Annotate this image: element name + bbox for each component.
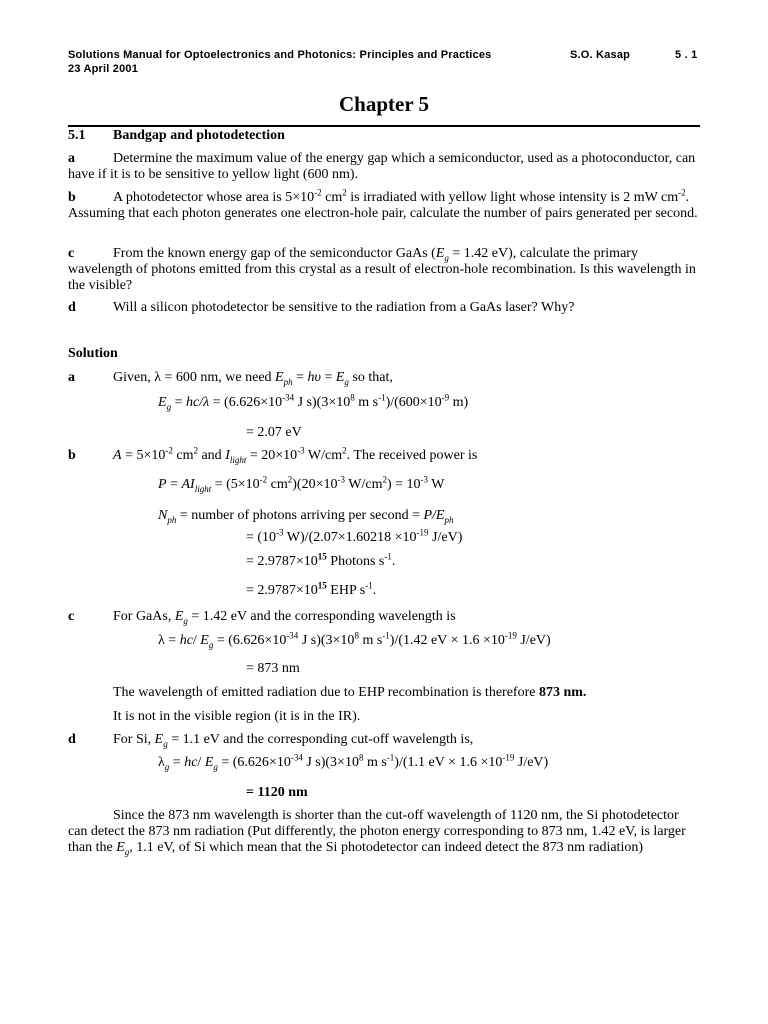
question-text: cm (321, 190, 343, 205)
exponent: -3 (420, 474, 429, 485)
running-header-title: Solutions Manual for Optoelectronics and Photonics: Principles and Practices (68, 49, 492, 61)
exponent: -19 (416, 527, 429, 538)
emphasis: 873 nm. (538, 685, 587, 700)
solution-c-line4 (113, 685, 586, 701)
variable: E (335, 370, 345, 385)
variable: A (113, 448, 122, 463)
subscript: ph (283, 376, 293, 387)
text: cm (172, 448, 194, 463)
solution-c-line2 (158, 630, 551, 650)
subscript: ph (444, 514, 454, 525)
subscript: ph (167, 514, 177, 525)
text: / (192, 633, 201, 648)
text: m s (354, 395, 379, 410)
subscript: g (213, 761, 218, 772)
exponent: -1 (382, 630, 390, 641)
exponent: -2 (678, 187, 686, 198)
solution-c-line5: It is not in the visible region (it is in the IR). (113, 709, 361, 724)
text: J/eV) (516, 633, 551, 648)
text: m) (449, 395, 469, 410)
exponent: -34 (286, 630, 299, 641)
solution-heading: Solution (68, 346, 118, 361)
question-text: Will a silicon photodetector be sensitive to the radiation from a GaAs laser? Why? (113, 300, 575, 315)
subscript: g (444, 252, 449, 263)
text: W/cm (345, 477, 383, 492)
exponent: -34 (290, 752, 303, 763)
subscript: light (194, 483, 212, 494)
exponent: -1 (384, 551, 392, 562)
exponent: -1 (386, 752, 395, 763)
text: . (372, 583, 377, 598)
exponent: -34 (282, 392, 295, 403)
text: . (391, 554, 396, 569)
variable: E (435, 246, 445, 261)
subscript: g (208, 639, 214, 650)
section-title: Bandgap and photodetection (113, 128, 285, 143)
text: J s)(3×10 (302, 755, 359, 770)
exponent: -2 (259, 474, 268, 485)
solution-b-line1 (113, 445, 478, 465)
running-header-page: 5 . 1 (675, 49, 698, 61)
exponent: -9 (441, 392, 450, 403)
text: = (6.626×10 (209, 395, 283, 410)
subscript: g (124, 846, 130, 857)
text: = (5×10 (211, 477, 260, 492)
variable: hc (179, 633, 193, 648)
solution-d-conclusion (68, 808, 698, 856)
question-text: A photodetector whose area is 5×10 (113, 190, 315, 205)
text: = number of photons arriving per second = (176, 508, 424, 523)
text: cm (267, 477, 288, 492)
text: = 2.9787×10 (246, 554, 318, 569)
solution-b-line6 (246, 580, 377, 599)
exponent: 2 (193, 445, 198, 456)
text: Given, λ = 600 nm, we need (113, 370, 276, 385)
subscript: g (164, 761, 170, 772)
solution-label-a: a (68, 370, 75, 385)
text: W)/(2.07×1.60218 ×10 (283, 530, 417, 545)
text: J/eV) (428, 530, 463, 545)
variable: hυ (307, 370, 321, 385)
text: / (197, 755, 205, 770)
section-number: 5.1 (68, 128, 86, 143)
exponent: -2 (314, 187, 322, 198)
exponent: -19 (502, 752, 515, 763)
text: = (6.626×10 (213, 633, 287, 648)
text: λ = (158, 633, 180, 648)
exponent: -19 (504, 630, 517, 641)
text: m s (363, 755, 387, 770)
solution-label-b: b (68, 448, 76, 463)
text: = 1.42 eV and the corresponding wavelength is (187, 609, 456, 624)
exponent: -3 (337, 474, 345, 485)
exponent: 8 (358, 752, 364, 763)
running-header-date: 23 April 2001 (68, 63, 139, 75)
subscript: light (229, 454, 247, 465)
text: )(20×10 (292, 477, 338, 492)
exponent: 2 (287, 474, 293, 485)
variable: P (158, 477, 167, 492)
text: J s)(3×10 (298, 633, 355, 648)
text: Photons s (326, 554, 385, 569)
variable: AI (181, 477, 195, 492)
variable: N (158, 508, 168, 523)
solution-d-result: = 1120 nm (246, 785, 308, 800)
subscript: g (166, 401, 172, 412)
question-label: c (68, 246, 75, 261)
question-c (68, 246, 698, 294)
text: For Si, (113, 732, 155, 747)
text: , 1.1 eV, of Si which mean that the Si photodetector can indeed detect the 873 nm radiation) (129, 840, 643, 855)
question-d (68, 300, 698, 316)
text: )/(1.1 eV × 1.6 ×10 (394, 755, 503, 770)
text: and (197, 448, 226, 463)
variable: E (200, 633, 209, 648)
variable: hc (184, 755, 198, 770)
text: = (320, 370, 336, 385)
exponent: 2 (382, 474, 387, 485)
text: Since the 873 nm wavelength is shorter than the cut-off wavelength of 1120 nm, the Si photodetector can detect the 873 nm radiation (Put differently, the photon energy corresponding to 873 nm, 1.42 eV, is larger than the (68, 808, 686, 855)
exponent: -2 (165, 445, 173, 456)
exponent: 2 (342, 445, 347, 456)
question-text: . Assuming that each photon generates one electron-hole pair, calculate the number of pairs generated per second. (68, 190, 698, 221)
subscript: g (163, 738, 168, 749)
solution-c-result: = 873 nm (246, 661, 300, 676)
text: = 20×10 (246, 448, 298, 463)
solution-b-line5 (246, 551, 396, 570)
variable: E (174, 609, 184, 624)
text: J s)(3×10 (294, 395, 351, 410)
subscript: g (183, 615, 188, 626)
variable: hc/λ (185, 395, 210, 410)
question-text: = 1.42 eV), calculate the primary wavelength of photons emitted from this crystal as a result of electron-hole recombination. Is this wavelength in the visible? (68, 246, 696, 293)
text: = (171, 395, 186, 410)
exponent: 8 (350, 392, 355, 403)
exponent: 15 (317, 551, 327, 562)
running-header-author: S.O. Kasap (570, 49, 631, 61)
question-label: b (68, 190, 76, 205)
text: W (428, 477, 445, 492)
solution-d-line1 (113, 732, 473, 748)
variable: E (158, 395, 167, 410)
text: = (292, 370, 308, 385)
exponent: -3 (297, 445, 305, 456)
chapter-title: Chapter 5 (338, 92, 430, 116)
variable: E (116, 840, 125, 855)
variable: E (154, 732, 164, 747)
exponent: 15 (317, 580, 327, 591)
text: W/cm (304, 448, 343, 463)
solution-a-line1 (113, 370, 393, 386)
question-text: Determine the maximum value of the energy gap which a semiconductor, used as a photoconductor, can have if it is to be sensitive to yellow light (600 nm). (68, 151, 696, 182)
text: = 1.1 eV and the corresponding cut-off wavelength is, (167, 732, 474, 747)
variable: E (204, 755, 214, 770)
question-a (68, 151, 698, 183)
solution-label-d: d (68, 732, 76, 747)
variable: I (225, 448, 230, 463)
text: J/eV) (514, 755, 549, 770)
text: = (10 (246, 530, 277, 545)
exponent: 8 (354, 630, 359, 641)
title-rule (68, 125, 700, 127)
variable: P/E (423, 508, 445, 523)
exponent: 2 (342, 187, 347, 198)
text: The wavelength of emitted radiation due to EHP recombination is therefore (113, 685, 539, 700)
solution-b-line2 (158, 474, 445, 494)
question-text: From the known energy gap of the semiconductor GaAs ( (113, 246, 436, 261)
solution-b-line3 (158, 508, 453, 524)
exponent: -3 (276, 527, 284, 538)
text: = (6.626×10 (217, 755, 291, 770)
solution-a-result: = 2.07 eV (246, 425, 302, 440)
text: For GaAs, (113, 609, 175, 624)
text: = (169, 755, 185, 770)
text: = (166, 477, 182, 492)
solution-c-line1 (113, 609, 456, 625)
solution-a-line2 (158, 392, 469, 412)
text: = 2.9787×10 (246, 583, 318, 598)
solution-label-c: c (68, 609, 75, 624)
solution-d-line2 (158, 752, 549, 772)
exponent: -1 (365, 580, 373, 591)
question-label: d (68, 300, 76, 315)
solution-b-line4 (246, 527, 463, 546)
variable: E (275, 370, 284, 385)
subscript: g (344, 376, 349, 387)
question-b (68, 187, 698, 222)
text: . The received power is (346, 448, 478, 463)
text: )/(600×10 (385, 395, 442, 410)
text: m s (358, 633, 383, 648)
exponent: -1 (378, 392, 386, 403)
text: EHP s (326, 583, 366, 598)
text: λ (158, 755, 165, 770)
question-label: a (68, 151, 75, 166)
text: )/(1.42 eV × 1.6 ×10 (389, 633, 505, 648)
question-text: is irradiated with yellow light whose intensity is 2 mW cm (346, 190, 679, 205)
text: = 5×10 (121, 448, 166, 463)
text: ) = 10 (386, 477, 421, 492)
text: so that, (348, 370, 393, 385)
